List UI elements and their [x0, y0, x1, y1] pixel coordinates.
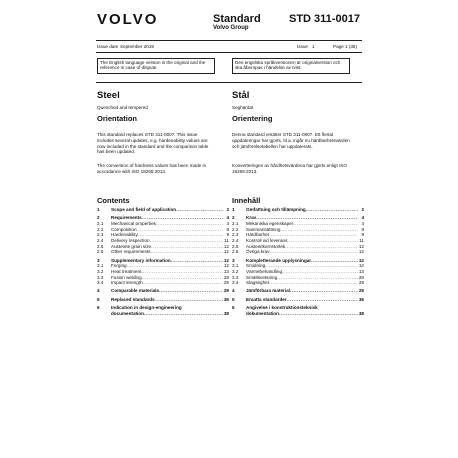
- toc-entry-number: 2.2: [97, 226, 104, 232]
- notice-swedish: Den engelska språkversionen är originalversion och ska åberopas i händelse av tvist.: [232, 58, 350, 74]
- toc-entry-page: 4: [361, 220, 364, 226]
- toc-entry-number: 2.3: [97, 232, 104, 238]
- toc-entry-number: [97, 311, 111, 317]
- contents-heading-swedish: Innehåll: [232, 196, 261, 205]
- toc-entry-number: 3.4: [232, 280, 239, 286]
- toc-entry-number: 6: [97, 304, 100, 310]
- toc-entry-number: 1: [232, 207, 235, 212]
- toc-entry-title: Angivelse i konstruktionsteknisk: [246, 304, 318, 310]
- toc-entry-page: 11: [359, 237, 364, 243]
- meta-rule: [96, 52, 362, 53]
- toc-entry-number: 3.1: [97, 263, 104, 269]
- toc-entry: [97, 288, 229, 294]
- document-type: Standard: [213, 13, 261, 25]
- toc-entry-number: 2: [232, 215, 235, 221]
- subtitle-swedish: Seghärdat: [232, 105, 254, 110]
- toc-entry-title: Krav: [246, 215, 257, 221]
- toc-entry-number: 4: [232, 288, 235, 294]
- toc-entry-number: 2.6: [97, 249, 104, 255]
- toc-leader-dots: [287, 297, 358, 303]
- issue-number: 1: [312, 44, 315, 49]
- toc-entry: [97, 249, 229, 255]
- toc-entry-number: 1: [97, 207, 100, 212]
- toc-leader-dots: [270, 249, 359, 255]
- orientation-heading-swedish: Orientering: [232, 114, 273, 123]
- title-swedish: Stål: [232, 90, 250, 101]
- toc-entry-number: 3: [232, 257, 235, 263]
- toc-entry-number: 2.2: [232, 226, 239, 232]
- toc-entry-number: 5: [232, 296, 235, 302]
- toc-entry-title: Forging: [111, 263, 127, 269]
- toc-leader-dots: [279, 311, 358, 317]
- toc-entry-page: 12: [358, 257, 364, 263]
- toc-entry-number: 2.4: [232, 237, 239, 243]
- toc-entry-number: 5: [97, 296, 100, 302]
- toc-entry-page: 9: [226, 232, 229, 238]
- contents-heading-english: Contents: [97, 196, 130, 205]
- toc-entry-page: 2: [226, 207, 229, 212]
- toc-entry-number: 3.2: [232, 268, 239, 274]
- toc-entry-page: 11: [224, 237, 229, 243]
- toc-entry-title: Delivery inspection: [111, 237, 150, 243]
- organization: Volvo Group: [213, 25, 249, 31]
- toc-entry-page: 38: [223, 310, 229, 316]
- toc-entry-number: 2.1: [232, 220, 239, 226]
- toc-leader-dots: [143, 280, 223, 286]
- toc-entry-page: 4: [226, 215, 229, 221]
- toc-leader-dots: [151, 249, 223, 255]
- toc-entry-title: Indication in design-engineering: [111, 304, 182, 310]
- toc-entry-number: 2.1: [97, 220, 104, 226]
- toc-entry-page: 4: [226, 220, 229, 226]
- toc-entry-number: [232, 311, 246, 317]
- toc-leader-dots: [269, 280, 358, 286]
- toc-entry-number: 4: [97, 288, 100, 294]
- toc-entry-number: 3.3: [97, 274, 104, 280]
- toc-entry-page: 28: [358, 274, 364, 280]
- toc-entry-number: 6: [232, 304, 235, 310]
- toc-entry-title: Värmebehandling: [246, 268, 283, 274]
- toc-entry-page: 12: [358, 249, 364, 255]
- toc-entry: [232, 207, 364, 213]
- toc-entry-page: 12: [223, 257, 229, 263]
- toc-entry-title: Härdbarhet: [246, 232, 269, 238]
- toc-entry: [232, 280, 364, 286]
- toc-entry-page: 29: [223, 288, 229, 294]
- notice-english: The English language version is the original and the reference in case of dispute.: [97, 58, 215, 74]
- toc-entry-title: Other requirements: [111, 249, 151, 255]
- toc-entry-title: Omfattning och tillämpning: [246, 207, 306, 212]
- subtitle-english: Quenched and tempered: [97, 105, 148, 110]
- toc-entry-title: Scope and field of application: [111, 207, 177, 212]
- toc-entry-page: 2: [361, 207, 364, 212]
- standard-number: STD 311-0017: [289, 13, 360, 25]
- toc-entry-page: 36: [223, 296, 229, 302]
- issue-date: September 2019: [120, 44, 154, 49]
- toc-entry-page: 29: [358, 280, 364, 286]
- toc-entry-number: 2.5: [97, 243, 104, 249]
- toc-swedish: [232, 207, 364, 316]
- toc-entry: [232, 297, 364, 303]
- toc-entry-title: documentation: [111, 310, 144, 316]
- orientation-para1-swedish: Denna standard ersätter STD 311-0007. Ett flertal uppdateringar har gjorts, bl.a. ingår nu härdbarhetsvärden och jämförelsetabellen har uppdaterats.: [232, 132, 350, 149]
- toc-entry-page: 12: [223, 249, 229, 255]
- toc-entry-title: Mekaniska egenskaper: [246, 220, 294, 226]
- toc-entry-page: 29: [358, 288, 364, 294]
- toc-entry-title: Kontroll vid leverans: [246, 237, 288, 243]
- toc-leader-dots: [144, 311, 223, 317]
- toc-entry-page: 13: [358, 268, 364, 274]
- toc-leader-dots: [290, 288, 358, 294]
- header-rule: [96, 40, 362, 41]
- page-indicator: Page 1 (38): [333, 44, 358, 49]
- toc-entry-title: dokumentation: [246, 310, 279, 316]
- toc-entry-number: 2.3: [232, 232, 239, 238]
- toc-entry-title: Composition: [111, 226, 137, 232]
- toc-entry-title: Smältsvetsning: [246, 274, 278, 280]
- toc-entry-page: 28: [223, 274, 229, 280]
- toc-english: [97, 207, 229, 316]
- toc-entry-title: Austenitkornstorlek: [246, 243, 286, 249]
- toc-entry: [97, 280, 229, 286]
- toc-entry-page: 4: [361, 215, 364, 221]
- toc-entry: [97, 297, 229, 303]
- toc-entry-title: Heat treatment: [111, 268, 142, 274]
- toc-entry: [232, 249, 364, 255]
- title-english: Steel: [97, 90, 120, 101]
- toc-entry-title: Fusion welding: [111, 274, 142, 280]
- toc-entry-title: Requirements: [111, 215, 142, 221]
- toc-entry-title: Supplementary information: [111, 257, 171, 263]
- toc-entry: [232, 288, 364, 294]
- toc-entry-title: Kompletterande upplysningar: [246, 257, 312, 263]
- volvo-logo: VOLVO: [97, 11, 159, 28]
- toc-entry: [97, 311, 229, 317]
- toc-entry-number: 2.5: [232, 243, 239, 249]
- toc-entry-number: 3: [97, 257, 100, 263]
- toc-entry-page: 12: [223, 263, 229, 269]
- toc-entry-page: 13: [223, 268, 229, 274]
- toc-entry-title: Övriga krav: [246, 249, 270, 255]
- toc-entry-page: 9: [361, 232, 364, 238]
- orientation-heading-english: Orientation: [97, 114, 138, 123]
- toc-entry-page: 12: [358, 243, 364, 249]
- toc-entry-page: 12: [223, 243, 229, 249]
- toc-entry: [97, 207, 229, 213]
- toc-leader-dots: [155, 297, 223, 303]
- toc-entry-title: Smidning: [246, 263, 266, 269]
- toc-leader-dots: [176, 207, 223, 213]
- toc-entry-number: 3.4: [97, 280, 104, 286]
- toc-leader-dots: [159, 288, 223, 294]
- issue-date-label: Issue date: [97, 44, 119, 49]
- toc-entry-page: 8: [361, 226, 364, 232]
- toc-entry-number: 2.4: [97, 237, 104, 243]
- toc-entry-title: Replaced standards: [111, 296, 155, 302]
- toc-entry-page: 38: [358, 310, 364, 316]
- toc-entry-title: Slagseghet: [246, 280, 269, 286]
- toc-entry-page: 36: [358, 296, 364, 302]
- issue-label: Issue: [297, 44, 308, 49]
- toc-entry-page: 8: [226, 226, 229, 232]
- toc-entry-page: 12: [358, 263, 364, 269]
- toc-entry-title: Hardenability: [111, 232, 138, 238]
- toc-entry: [232, 311, 364, 317]
- orientation-para2-swedish: Konverteringen av hårdhetsvärdena har gjorts enligt ISO 18265:2013.: [232, 163, 347, 174]
- toc-entry-title: Austenite grain size: [111, 243, 152, 249]
- toc-entry-number: 3.3: [232, 274, 239, 280]
- toc-entry-title: Impact strength: [111, 280, 143, 286]
- toc-entry-title: Mechanical properties: [111, 220, 156, 226]
- orientation-para1-english: This standard replaces STD 311-0007. This issue includes several updates, e.g. hardenability values are now included in the standard and the comparison table has been updated.: [97, 132, 209, 155]
- toc-entry-page: 29: [223, 280, 229, 286]
- toc-entry-number: 3.2: [97, 268, 104, 274]
- toc-entry-title: Ersatta standarder: [246, 296, 287, 302]
- toc-entry-number: 3.1: [232, 263, 239, 269]
- toc-entry-title: Jämförbara material: [246, 288, 290, 294]
- toc-leader-dots: [306, 207, 358, 213]
- orientation-para2-english: The conversion of hardness values has been made in accordance with ISO 18265:2013.: [97, 163, 207, 174]
- toc-entry-title: Comparable materials: [111, 288, 159, 294]
- notice-rule: [96, 82, 362, 83]
- toc-entry-title: Sammansättning: [246, 226, 281, 232]
- toc-entry-number: 2.6: [232, 249, 239, 255]
- toc-entry-number: 2: [97, 215, 100, 221]
